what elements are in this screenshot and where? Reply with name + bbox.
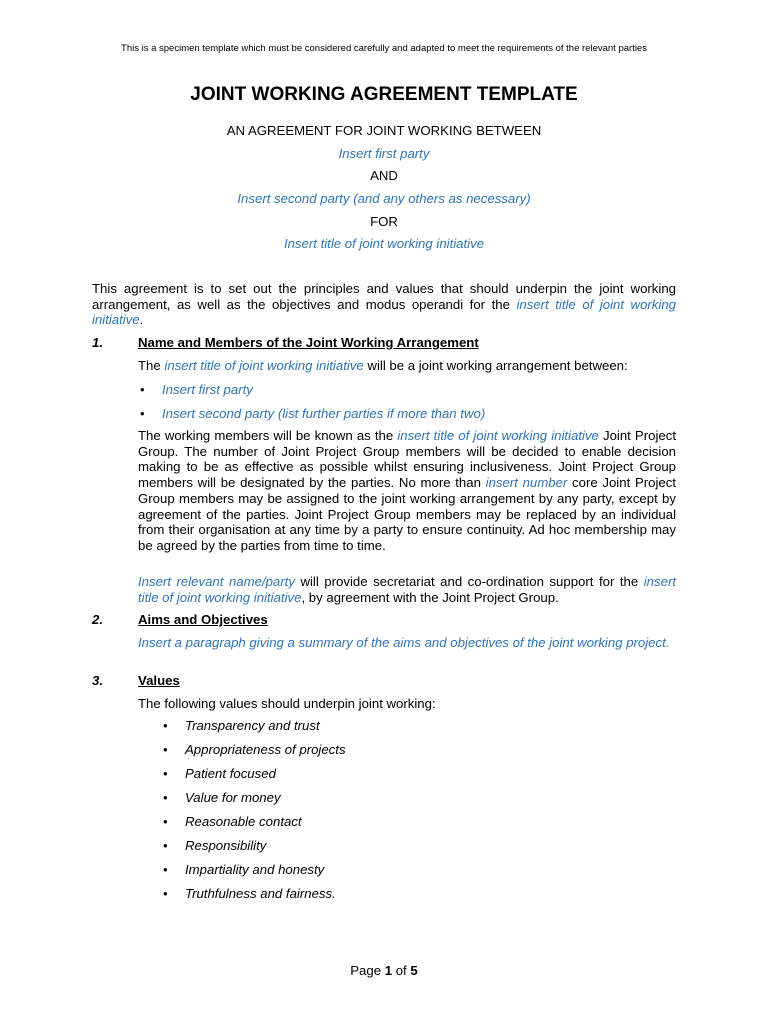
page-disclaimer: This is a specimen template which must be considered carefully and adapted to meet the requirements of the relevant parties xyxy=(121,43,647,54)
section-heading: Name and Members of the Joint Working Arrangement xyxy=(138,335,479,350)
list-item: Insert second party (list further parties if more than two) xyxy=(162,406,486,421)
section-number: 1. xyxy=(92,335,103,350)
section-heading: Aims and Objectives xyxy=(138,612,268,627)
initiative-placeholder: insert title of joint working initiative xyxy=(92,296,676,328)
bullet-icon: • xyxy=(163,886,168,901)
members-paragraph: The working members will be known as the insert title of joint working initiative Joint Project Group. The number of Joint Project Group members will be decided to enable decision making to be as effective as possible whilst ensuring inclusiveness. Joint Project Group members will be designated by the parties. No more than insert number core Joint Project Group members may be assigned to the joint working arrangement by any party, except by agreement of the parties. Joint Project Group members may be replaced by an individual from their organisation at any time by a party to ensure continuity. Ad hoc membership may be agreed by the parties from time to time. xyxy=(138,428,676,553)
first-party-placeholder: Insert first party xyxy=(338,146,430,161)
values-intro: The following values should underpin joint working: xyxy=(138,696,436,711)
aims-placeholder: Insert a paragraph giving a summary of the aims and objectives of the joint working project. xyxy=(138,635,670,650)
section-number: 2. xyxy=(92,612,103,627)
list-item: Reasonable contact xyxy=(185,814,302,829)
bullet-icon: • xyxy=(163,766,168,781)
bullet-icon: • xyxy=(163,742,168,757)
for-connector: FOR xyxy=(370,214,398,229)
bullet-icon: • xyxy=(163,838,168,853)
list-item: Impartiality and honesty xyxy=(185,862,325,877)
section-heading: Values xyxy=(138,673,180,688)
list-item: Insert first party xyxy=(162,382,253,397)
list-item: Responsibility xyxy=(185,838,267,853)
and-connector: AND xyxy=(370,168,398,183)
bullet-icon: • xyxy=(163,790,168,805)
bullet-icon: • xyxy=(163,814,168,829)
secretariat-paragraph: Insert relevant name/party will provide secretariat and co-ordination support for the insert title of joint working initiative, by agreement with the Joint Project Group. xyxy=(138,574,676,605)
document-title: JOINT WORKING AGREEMENT TEMPLATE xyxy=(190,84,578,105)
list-item: Truthfulness and fairness. xyxy=(185,886,336,901)
section-intro: The insert title of joint working initiative will be a joint working arrangement between: xyxy=(138,358,628,373)
opening-paragraph: This agreement is to set out the principles and values that should underpin the joint working arrangement, as well as the objectives and modus operandi for the insert title of joint working initiative. xyxy=(92,281,676,328)
bullet-icon: • xyxy=(163,862,168,877)
intro-line: AN AGREEMENT FOR JOINT WORKING BETWEEN xyxy=(226,123,542,138)
bullet-icon: • xyxy=(140,382,145,397)
initiative-title-placeholder: Insert title of joint working initiative xyxy=(283,236,485,251)
bullet-icon: • xyxy=(140,406,145,421)
page-number: Page 1 of 5 xyxy=(350,963,418,978)
second-party-placeholder: Insert second party (and any others as necessary) xyxy=(237,191,531,206)
list-item: Transparency and trust xyxy=(185,718,320,733)
list-item: Value for money xyxy=(185,790,281,805)
list-item: Patient focused xyxy=(185,766,276,781)
section-number: 3. xyxy=(92,673,103,688)
list-item: Appropriateness of projects xyxy=(185,742,346,757)
bullet-icon: • xyxy=(163,718,168,733)
